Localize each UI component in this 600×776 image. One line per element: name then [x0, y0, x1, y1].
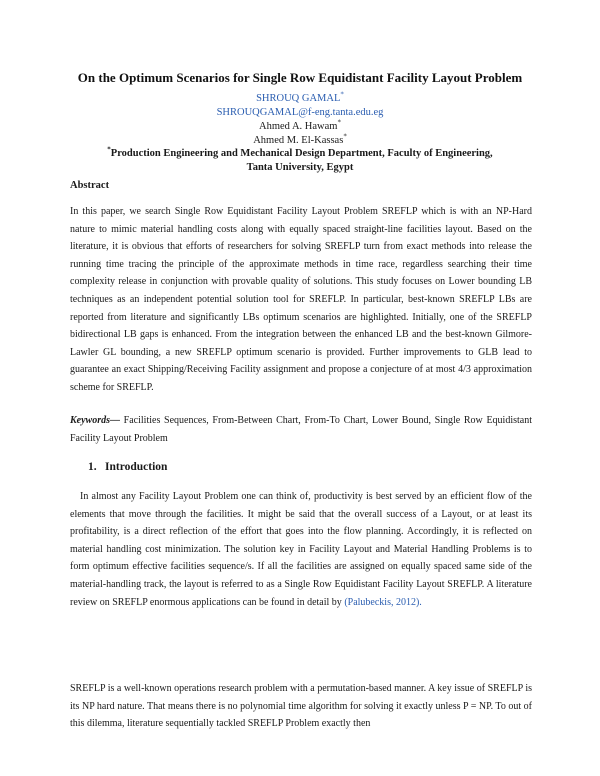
- author-2: [40, 118, 560, 133]
- author-2-marker: *: [337, 118, 341, 127]
- intro-para-1-text: In almost any Facility Layout Problem one can think of, productivity is best served by an efficient flow of the elements that move through the facilities. It might be said that the overall success of a Layout, or at least its profitability, is a direct reflection of the effort that goes into the flow planning. Accordingly, it is reflected on material handling cost minimization. The solution key in Facility Layout and Material Handling Problems is to form optimum effective facilities sequence/s. If all the facilities are assigned on equally spaced same side of the material-handling track, the layout is referred to as a Single Row Equidistant Facility Layout SREFLP. A literature review on SREFLP enormous applications can be found in detail by: [70, 491, 532, 608]
- author-1-marker: *: [340, 90, 344, 99]
- affiliation-line-2: Tanta University, Egypt: [246, 162, 354, 173]
- section-number: 1.: [88, 461, 97, 473]
- affiliation-text-1: Production Engineering and Mechanical Design Department, Faculty of Engineering,: [110, 148, 493, 159]
- introduction-paragraph-1: [70, 488, 532, 611]
- author-3-name: Ahmed M. El-Kassas: [253, 135, 344, 146]
- abstract-heading: Abstract: [70, 180, 110, 191]
- keywords-label: Keywords—: [70, 415, 120, 426]
- author-3-marker: *: [343, 132, 347, 141]
- keywords-paragraph: [70, 412, 532, 447]
- author-1: [40, 90, 560, 105]
- author-1-email[interactable]: SHROUQGAMAL@f-eng.tanta.edu.eg: [216, 107, 384, 118]
- abstract-body: In this paper, we search Single Row Equidistant Facility Layout Problem SREFLP which is with an NP-Hard nature to mimic material handling costs along with equally spaced straight-line facilities layout. Based on the literature, it is obvious that efforts of researchers for solving SREFLP turn from exact methods into release the running time tracing the principle of the approximate methods in time race, regardless searching their time complexity release in conjunction with provable quality of solutions. This study focuses on Lower bounding LB techniques as an independent potential solution tool for SREFLP. In particular, best-known SREFLP LBs are reported from literature and significantly LBs optimum scenarios are highlighted. Initially, one of the SREFLP bidirectional LB gaps is enhanced. From the integration between the enhanced LB and the best-known Gilmore-Lawler GL bounding, a new SREFLP optimum scenario is provided. Further improvements to GLB lead to guarantee an exact Shipping/Receiving Facility assignment and propose a conjecture of at most 4/3 approximation scheme for SREFLP.: [70, 206, 532, 393]
- author-3: [40, 132, 560, 147]
- author-2-name: Ahmed A. Hawam: [259, 121, 338, 132]
- author-1-name: SHROUQ GAMAL: [256, 93, 341, 104]
- citation-link[interactable]: (Palubeckis, 2012).: [344, 596, 422, 608]
- paper-title: On the Optimum Scenarios for Single Row Equidistant Facility Layout Problem: [77, 70, 523, 85]
- keywords-text: Facilities Sequences, From-Between Chart, From-To Chart, Lower Bound, Single Row Equidistant Facility Layout Problem: [70, 415, 532, 444]
- section-heading-introduction: [88, 461, 167, 473]
- affiliation-line-1: [40, 145, 560, 160]
- section-title: Introduction: [105, 461, 168, 473]
- affiliation-marker: *: [107, 145, 111, 154]
- introduction-paragraph-2: SREFLP is a well-known operations research problem with a permutation-based manner. A key issue of SREFLP is its NP hard nature. That means there is no polynomial time algorithm for solving it exactly unless P = NP. To out of this dilemma, literature sequentially tackled SREFLP Problem exactly then: [70, 683, 532, 730]
